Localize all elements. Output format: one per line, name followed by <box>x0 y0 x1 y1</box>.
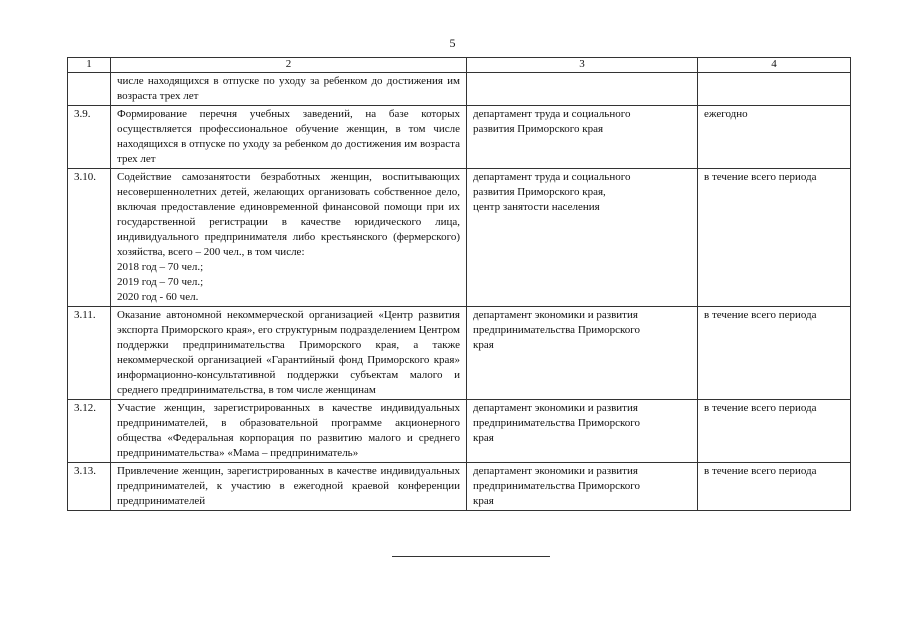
item-deadline: ежегодно <box>698 106 851 169</box>
item-year-2020: 2020 год - 60 чел. <box>117 291 199 303</box>
item-number: 3.10. <box>68 169 111 307</box>
item-description: Привлечение женщин, зарегистрированных в качестве индивидуальных предпринимателей, к участию в ежегодной краевой конференции предпринимателей <box>111 463 467 511</box>
item-number: 3.9. <box>68 106 111 169</box>
item-number: 3.11. <box>68 307 111 400</box>
column-header-3: 3 <box>467 58 698 73</box>
footnote-divider <box>392 556 550 557</box>
item-description-text: Содействие самозанятости безработных женщин, воспитывающих несовершеннолетних детей, желающих организовать собственное дело, включая предоставление единовременной финансовой помощи при их государственной регистрации в качестве юридического лица, индивидуального предпринимателя либо крестьянского (фермерского) хозяйства, всего – 200 чел., в том числе: <box>117 171 460 258</box>
item-description: Формирование перечня учебных заведений, на базе которых осуществляется профессиональное обучение женщин, в том числе находящихся в отпуске по уходу за ребенком до достижения им возраста трех лет <box>111 106 467 169</box>
item-responsible: департамент экономики и развития предпринимательства Приморского края <box>467 307 698 400</box>
item-responsible: департамент труда и социального развития Приморского края, центр занятости населения <box>467 169 698 307</box>
item-year-2019: 2019 год – 70 чел.; <box>117 276 204 288</box>
item-responsible: департамент экономики и развития предпринимательства Приморского края <box>467 400 698 463</box>
table-row <box>68 400 851 463</box>
item-year-2018: 2018 год – 70 чел.; <box>117 261 204 273</box>
table-row <box>68 169 851 307</box>
column-header-2: 2 <box>111 58 467 73</box>
item-deadline <box>698 73 851 106</box>
column-header-4: 4 <box>698 58 851 73</box>
item-responsible: департамент труда и социального развития Приморского края <box>467 106 698 169</box>
table-row <box>68 106 851 169</box>
table-row <box>68 463 851 511</box>
item-number: 3.13. <box>68 463 111 511</box>
item-description <box>111 169 467 307</box>
page-number: 5 <box>449 36 456 50</box>
item-description: Участие женщин, зарегистрированных в качестве индивидуальных предпринимателей, в образовательной программе акционерного общества «Федеральная корпорация по развитию малого и среднего предпринимательства» «Мама – предприниматель» <box>111 400 467 463</box>
item-description: Оказание автономной некоммерческой организацией «Центр развития экспорта Приморского края», его структурным подразделением Центром поддержки предпринимательства Приморского края, а также некоммерческой организацией «Гарантийный фонд Приморского края» информационно-консультативной поддержки субъектам малого и среднего предпринимательства, в том числе женщинам <box>111 307 467 400</box>
item-number <box>68 73 111 106</box>
measures-table <box>67 57 851 511</box>
column-header-1: 1 <box>68 58 111 73</box>
table-row <box>68 307 851 400</box>
item-responsible: департамент экономики и развития предпринимательства Приморского края <box>467 463 698 511</box>
item-description: числе находящихся в отпуске по уходу за ребенком до достижения им возраста трех лет <box>111 73 467 106</box>
item-deadline: в течение всего периода <box>698 169 851 307</box>
item-deadline: в течение всего периода <box>698 463 851 511</box>
item-deadline: в течение всего периода <box>698 307 851 400</box>
table-row <box>68 73 851 106</box>
item-responsible <box>467 73 698 106</box>
item-deadline: в течение всего периода <box>698 400 851 463</box>
item-number: 3.12. <box>68 400 111 463</box>
table-header-row <box>68 58 851 73</box>
